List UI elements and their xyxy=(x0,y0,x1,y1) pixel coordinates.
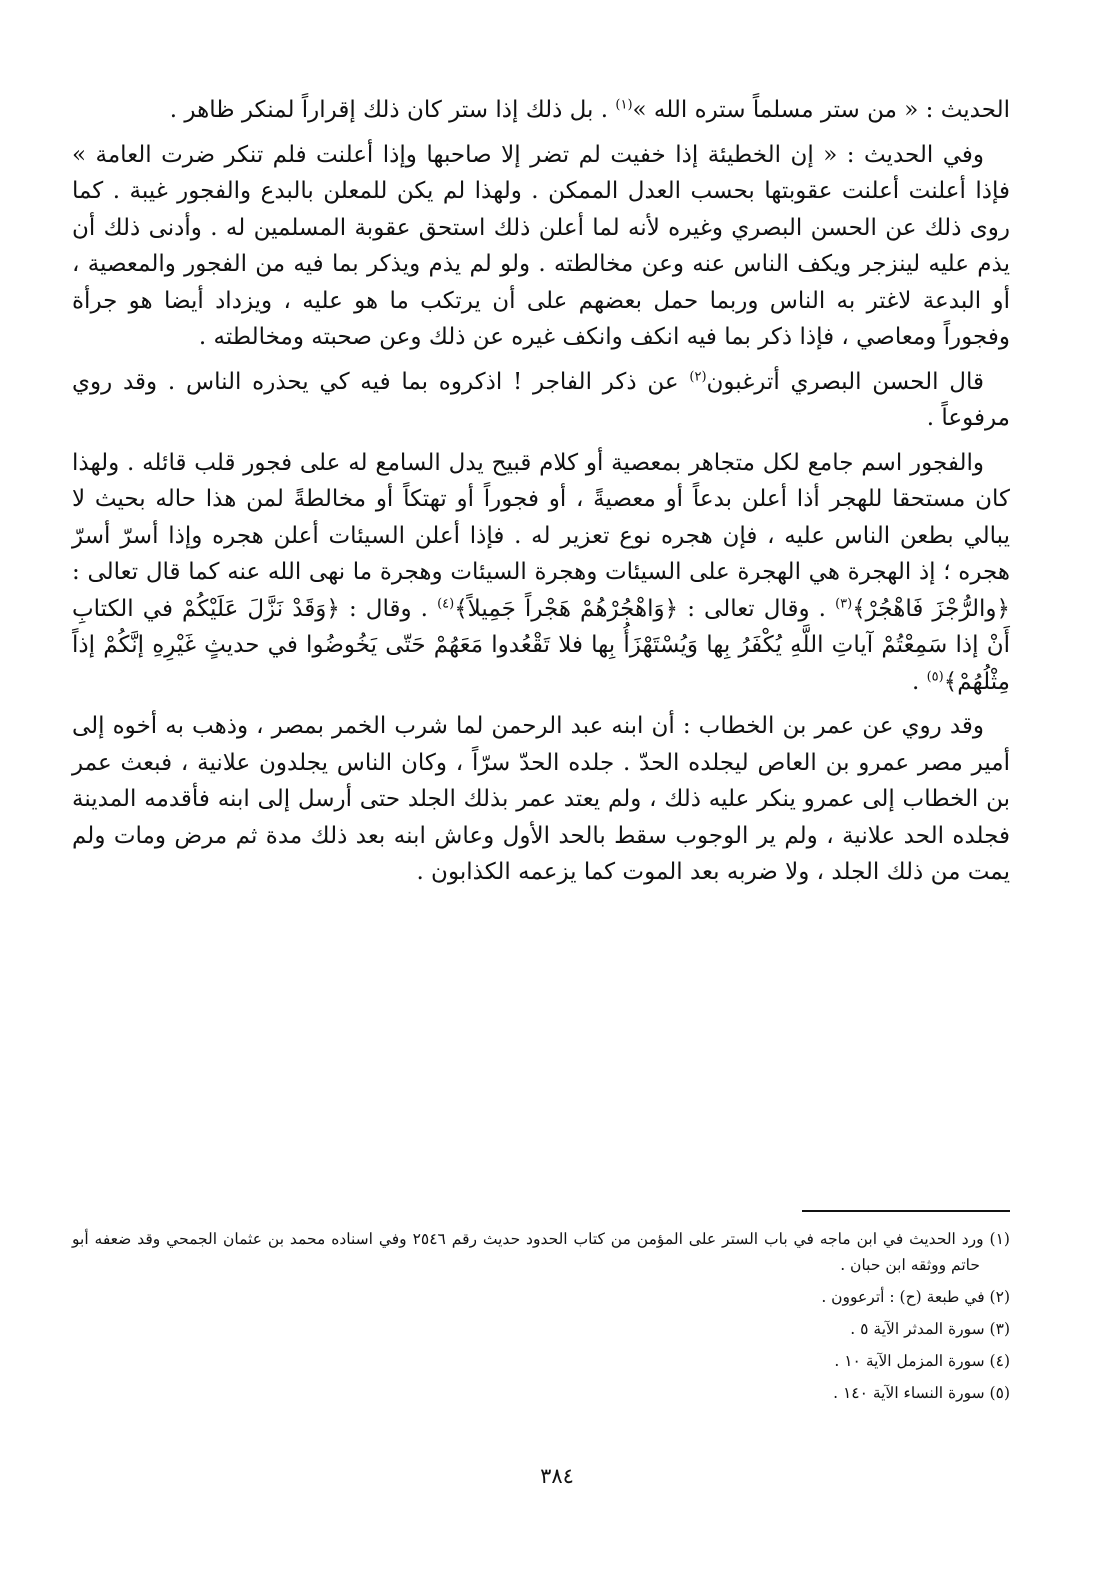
footnote-ref: (١) xyxy=(615,97,633,113)
footnote: (٥) سورة النساء الآية ١٤٠ . xyxy=(833,1384,1010,1402)
main-text xyxy=(72,92,1010,899)
page-number: ٣٨٤ xyxy=(540,1464,574,1488)
paragraph-text: عن ذكر الفاجر ! اذكروه بما فيه كي يحذره الناس . وقد روي مرفوعاً . xyxy=(72,368,1010,431)
footnote-ref: (٢) xyxy=(689,368,707,384)
paragraph xyxy=(72,708,1010,891)
footnote-separator xyxy=(802,1210,1010,1212)
paragraph xyxy=(72,364,1010,437)
footnote: (٤) سورة المزمل الآية ١٠ . xyxy=(834,1352,1010,1370)
footnote-ref: (٤) xyxy=(437,595,455,611)
paragraph xyxy=(72,445,1010,701)
paragraph-text: وفي الحديث : « إن الخطيئة إذا خفيت لم تضر إلا صاحبها وإذا أعلنت فلم تنكر ضرت العامة » فإذا أعلنت أعلنت عقوبتها بحسب العدل الممكن . ولهذا لم يكن للمعلن بالبدع والفجور غيبة . كما روى ذلك عن الحسن البصري وغيره لأنه لما أعلن ذلك استحق عقوبة المسلمين له . وأدنى ذلك أن يذم عليه لينزجر ويكف الناس عنه وعن مخالطته . ولو لم يذم ويذكر بما فيه من الفجور والمعصية ، أو البدعة لاغتر به الناس وربما حمل بعضهم على أن يرتكب ما هو عليه ، ويزداد أيضا هو جرأة وفجوراً ومعاصي ، فإذا ذكر بما فيه انكف وانكف غيره عن ذلك وعن صحبته ومخالطته . xyxy=(72,141,1010,350)
paragraph-text: وقد روي عن عمر بن الخطاب : أن ابنه عبد الرحمن لما شرب الخمر بمصر ، وذهب به أخوه إلى أمير مصر عمرو بن العاص ليجلده الحدّ . جلده الحدّ سرّاً ، وكان الناس يجلدون علانية ، فبعث عمر بن الخطاب إلى عمرو ينكر عليه ذلك ، ولم يعتد عمر بذلك الجلد حتى أرسل إلى ابنه فأقدمه المدينة فجلده الحد علانية ، ولم ير الوجوب سقط بالحد الأول وعاش ابنه بعد ذلك مدة ثم مرض ومات ولم يمت من ذلك الجلد ، ولا ضربه بعد الموت كما يزعمه الكذابون . xyxy=(72,713,1010,885)
footnote: (١) ورد الحديث في ابن ماجه في باب الستر على المؤمن من كتاب الحدود حديث رقم ٢٥٤٦ وفي اسناده محمد بن عثمان الجمحي وقد ضعفه أبو حاتم ووثقه ابن حبان . xyxy=(72,1230,1010,1274)
paragraph-text: . xyxy=(911,668,927,695)
paragraph-text: . وقال تعالى : ﴿وَاهْجُرْهُمْ هَجْراً جَمِيلاً﴾ xyxy=(454,595,836,622)
footnote-ref: (٥) xyxy=(926,668,944,684)
footnotes xyxy=(72,1226,1010,1412)
paragraph-text: والفجور اسم جامع لكل متجاهر بمعصية أو كلام قبيح يدل السامع له على فجور قلب قائله . ولهذا كان مستحقا للهجر أذا أعلن بدعاً أو معصيةً ، أو فجوراً أو تهتكاً أو مخالطةً لمن هذا حاله بحيث لا يبالي بطعن الناس عليه ، فإن هجره نوع تعزير له . فإذا أعلن السيئات أعلن هجره وإذا أسرّ أسرّ هجره ؛ إذ الهجرة هي الهجرة على السيئات وهجرة السيئات وهجرة ما نهى الله عنه كما قال تعالى : ﴿والرُّجْزَ فَاهْجُرْ﴾ xyxy=(72,449,1010,622)
footnote: (٣) سورة المدثر الآية ٥ . xyxy=(850,1320,1010,1338)
footnote: (٢) في طبعة (ح) : أترعوون . xyxy=(821,1288,1010,1306)
paragraph xyxy=(72,92,1010,129)
paragraph-text: . وقال : ﴿وَقَدْ نَزَّلَ عَلَيْكُمْ في الكتابِ أَنْ إذا سَمِعْتُمْ آياتِ اللَّهِ يُكْفَرُ بِها وَيُسْتَهْزَأُ بِها فلا تَقْعُدوا مَعَهُمْ حَتّى يَخُوضُوا في حديثٍ غَيْرِهِ إنَّكُمْ إذاً مِثْلُهُمْ﴾ xyxy=(72,595,1010,695)
paragraph xyxy=(72,137,1010,356)
footnote-ref: (٣) xyxy=(835,595,853,611)
paragraph-text: قال الحسن البصري أترغبون xyxy=(706,368,984,395)
paragraph-text: . بل ذلك إذا ستر كان ذلك إقراراً لمنكر ظاهر . xyxy=(169,97,616,123)
paragraph-text: الحديث : « من ستر مسلماً ستره الله » xyxy=(632,97,1010,123)
